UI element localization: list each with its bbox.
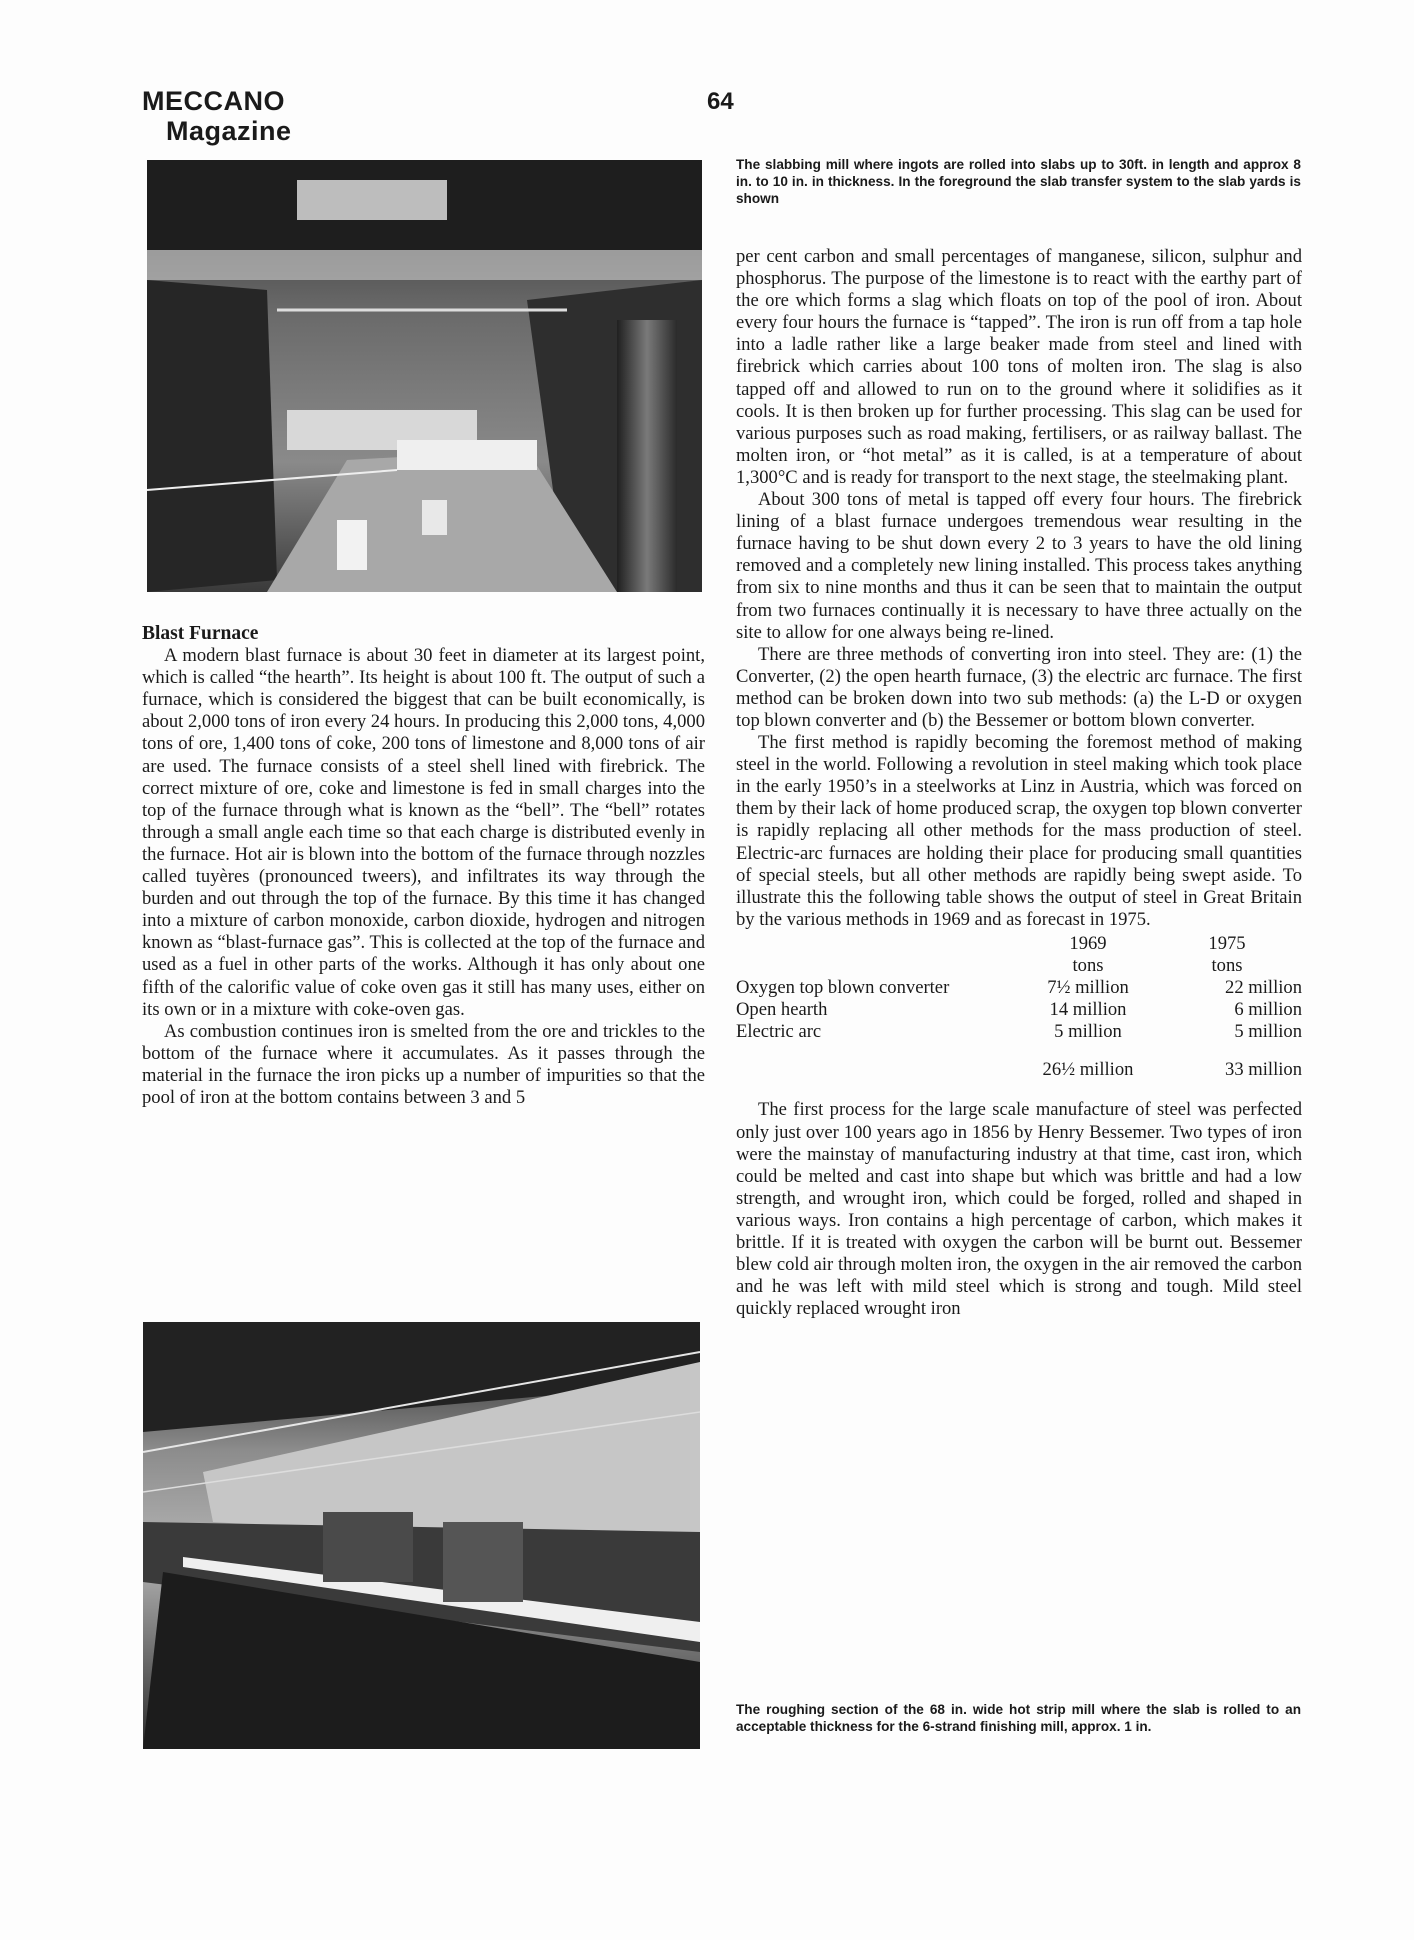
value-1975: 22 million bbox=[1225, 977, 1302, 999]
table-header-units bbox=[736, 955, 1302, 977]
value-1975: 5 million bbox=[1234, 1021, 1302, 1043]
steel-output-table bbox=[736, 933, 1302, 1092]
masthead-line-1: MECCANO bbox=[142, 86, 285, 116]
paragraph: The first process for the large scale manufacture of steel was perfected only just over 100 years ago in 1856 by Henry Bessemer. Two types of iron were the mainstay of manufacturing industry at that time, cast iron, which could be melted and cast into shape but which was brittle and had a low strength, and wrought iron, which could be forged, rolled and shaped in various ways. Iron contains a high percentage of carbon, which makes it brittle. If it is treated with oxygen the carbon will be burnt out. Bessemer blew cold air through molten iron, the oxygen in the air removed the carbon and he was left with mild steel which is strong and tough. Mild steel quickly replaced wrought iron bbox=[736, 1099, 1302, 1320]
year-1975: 1975 bbox=[1208, 932, 1246, 954]
masthead bbox=[142, 86, 292, 146]
unit-1969: tons bbox=[1072, 955, 1104, 976]
total-1975: 33 million bbox=[1225, 1059, 1302, 1081]
table-row bbox=[736, 977, 1302, 999]
value-1975: 6 million bbox=[1234, 999, 1302, 1021]
photo-caption-bottom: The roughing section of the 68 in. wide hot strip mill where the slab is rolled to an acceptable thickness for the 6-strand finishing mill, approx. 1 in. bbox=[736, 1702, 1301, 1734]
paragraph: There are three methods of converting iron into steel. They are: (1) the Converter, (2) the open hearth furnace, (3) the electric arc furnace. The first method can be broken down into two sub methods: (a) the L-D or oxygen top blown converter and (b) the Bessemer or bottom blown converter. bbox=[736, 643, 1302, 731]
paragraph: per cent carbon and small percentages of manganese, silicon, sulphur and phosphorus. The purpose of the limestone is to react with the earthy part of the ore which forms a slag which floats on top of the pool of iron. About every four hours the furnace is “tapped”. The iron is run off from a tap hole into a ladle rather like a large beaker made from steel and lined with firebrick which carries about 100 tons of molten iron. The slag is also tapped off and allowed to run on to the ground where it solidifies as it cools. It is then broken up for further processing. This slag can be used for various purposes such as road making, fertilisers, or as railway ballast. The molten iron, or “hot metal” as it is called, is at a temperature of about 1,300°C and is ready for transport to the next stage, the steelmaking plant. bbox=[736, 246, 1302, 488]
paragraph: About 300 tons of metal is tapped off every four hours. The firebrick lining of a blast furnace undergoes tremendous wear resulting in the furnace having to be shut down every 2 to 3 years to have the old lining removed and a completely new lining installed. This process takes anything from six to nine months and thus it can be seen that to maintain the output from two furnaces continually it is necessary to have three actually on the site to allow for one always being re-lined. bbox=[736, 489, 1302, 643]
left-column bbox=[142, 623, 705, 1109]
photo-caption-top: The slabbing mill where ingots are rolled into slabs up to 30ft. in length and approx 8 in. to 10 in. in thickness. In the foreground the slab transfer system to the slab yards is shown bbox=[736, 157, 1301, 206]
value-1969: 7½ million bbox=[1047, 977, 1129, 999]
paragraph: A modern blast furnace is about 30 feet in diameter at its largest point, which is called “the hearth”. Its height is about 100 ft. The output of such a furnace, which is considered the biggest that can be built economically, is about 2,000 tons of iron every 24 hours. In producing this 2,000 tons, 4,000 tons of ore, 1,400 tons of coke, 200 tons of limestone and 8,000 tons of air are used. The furnace consists of a steel shell lined with firebrick. The correct mixture of ore, coke and limestone is fed in small charges into the top of the furnace through what is known as the “bell”. The “bell” rotates through a small angle each time so that each charge is distributed evenly in the furnace. Hot air is blown into the bottom of the furnace through nozzles called tuyères (pronounced tweers), and infiltrates its way through the burden and out through the top of the furnace. By this time it has changed into a mixture of carbon monoxide, carbon dioxide, hydrogen and nitrogen known as “blast-furnace gas”. This is collected at the top of the furnace and used as a fuel in other parts of the works. Although it has only about one fifth of the calorific value of coke oven gas it still has many uses, either on its own or in a mixture with coke-oven gas. bbox=[142, 645, 705, 1020]
value-1969: 14 million bbox=[1049, 999, 1127, 1021]
unit-1975: tons bbox=[1211, 955, 1243, 976]
table-header-years bbox=[736, 933, 1302, 955]
slabbing-mill-photo bbox=[147, 160, 702, 592]
hot-strip-mill-photo bbox=[143, 1322, 700, 1749]
table-total-row bbox=[736, 1043, 1302, 1091]
total-1969: 26½ million bbox=[1042, 1059, 1134, 1081]
method-name: Open hearth bbox=[736, 999, 828, 1021]
table-row bbox=[736, 999, 1302, 1021]
section-heading: Blast Furnace bbox=[142, 623, 259, 644]
right-column bbox=[736, 246, 1302, 1320]
value-1969: 5 million bbox=[1054, 1021, 1122, 1043]
paragraph: As combustion continues iron is smelted from the ore and trickles to the bottom of the furnace where it accumulates. As it passes through the material in the furnace the iron picks up a number of impurities so that the pool of iron at the bottom contains between 3 and 5 bbox=[142, 1020, 705, 1108]
table-row bbox=[736, 1021, 1302, 1043]
method-name: Electric arc bbox=[736, 1021, 822, 1043]
paragraph: The first method is rapidly becoming the foremost method of making steel in the world. Following a revolution in steel making which took place in the early 1950’s in a steelworks at Linz in Austria, which was forced on them by their lack of home produced scrap, the oxygen top blown converter is rapidly replacing all other methods for the mass production of steel. Electric-arc furnaces are holding their place for producing small quantities of special steels, but all other methods are rapidly being swept aside. To illustrate this the following table shows the output of steel in Great Britain by the various methods in 1969 and as forecast in 1975. bbox=[736, 732, 1302, 930]
masthead-line-2: Magazine bbox=[166, 116, 292, 146]
method-name: Oxygen top blown converter bbox=[736, 977, 950, 999]
year-1969: 1969 bbox=[1069, 932, 1107, 954]
page-number: 64 bbox=[707, 88, 734, 115]
